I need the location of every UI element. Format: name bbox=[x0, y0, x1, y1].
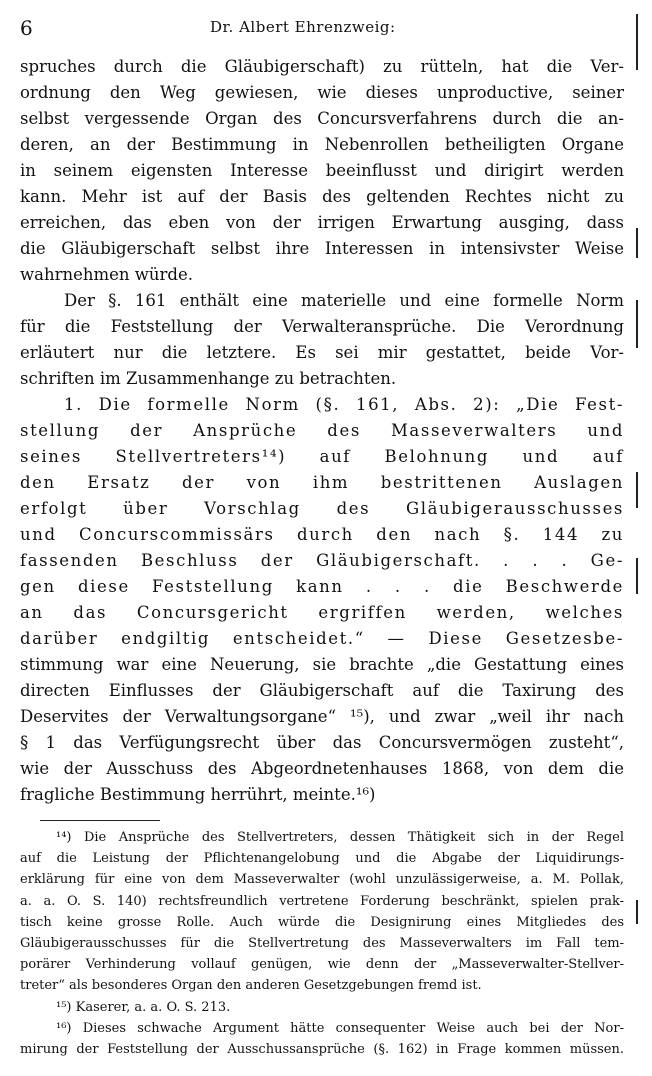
body-line: selbst vergessende Organ des Concursverfahrens durch die an- bbox=[20, 109, 624, 128]
page-header bbox=[20, 14, 620, 40]
body-line: darüber endgiltig entscheidet.“ — Diese Gesetzesbe- bbox=[20, 629, 624, 648]
footnote-line: Gläubigerausschusses für die Stellvertretung des Masseverwalters im Fall tem- bbox=[20, 935, 624, 951]
footnote-divider bbox=[40, 820, 160, 821]
margin-mark bbox=[636, 228, 638, 258]
footnotes bbox=[20, 827, 624, 1060]
body-line: fragliche Bestimmung herrührt, meinte.¹⁶) bbox=[20, 785, 376, 804]
body-line: an das Concursgericht ergriffen werden, welches bbox=[20, 603, 624, 622]
body-line: spruches durch die Gläubigerschaft) zu rütteln, hat die Ver- bbox=[20, 57, 624, 76]
body-line: die Gläubigerschaft selbst ihre Interessen in intensivster Weise bbox=[20, 239, 624, 258]
body-line: fassenden Beschluss der Gläubigerschaft. . . . Ge- bbox=[20, 551, 624, 570]
body-line: schriften im Zusammenhange zu betrachten. bbox=[20, 369, 397, 388]
body-line: kann. Mehr ist auf der Basis des geltenden Rechtes nicht zu bbox=[20, 187, 624, 206]
body-line: wahrnehmen würde. bbox=[20, 265, 193, 284]
margin-mark bbox=[636, 472, 638, 508]
footnote-line: porärer Verhinderung vollauf genügen, wie denn der „Masseverwalter-Stellver- bbox=[20, 957, 624, 973]
body-line: erreichen, das eben von der irrigen Erwartung ausging, dass bbox=[20, 213, 624, 232]
body-line: directen Einflusses der Gläubigerschaft auf die Taxirung des bbox=[20, 681, 624, 700]
body-line: deren, an der Bestimmung in Nebenrollen betheiligten Organe bbox=[20, 135, 624, 154]
footnote-line: tisch keine grosse Rolle. Auch würde die Designirung eines Mitgliedes des bbox=[20, 914, 624, 930]
footnote-line: ¹⁶) Dieses schwache Argument hätte consequenter Weise auch bei der Nor- bbox=[56, 1020, 624, 1036]
body-line: für die Feststellung der Verwalteransprüche. Die Verordnung bbox=[20, 317, 624, 336]
body-line: seines Stellvertreters¹⁴) auf Belohnung und auf bbox=[20, 447, 624, 466]
margin-mark bbox=[636, 300, 638, 348]
body-line: ordnung den Weg gewiesen, wie dieses unproductive, seiner bbox=[20, 83, 624, 102]
body-line: 1. Die formelle Norm (§. 161, Abs. 2): „Die Fest- bbox=[64, 395, 624, 414]
body-line: wie der Ausschuss des Abgeordnetenhauses 1868, von dem die bbox=[20, 759, 624, 778]
footnote-line: erklärung für eine von dem Masseverwalter (wohl unzulässigerweise, a. M. Pollak, bbox=[20, 872, 624, 888]
footnote-line: ¹⁴) Die Ansprüche des Stellvertreters, dessen Thätigkeit sich in der Regel bbox=[56, 830, 624, 845]
body-line: in seinem eigensten Interesse beeinflusst und dirigirt werden bbox=[20, 161, 624, 180]
footnote-line: auf die Leistung der Pflichtenangelobung und die Abgabe der Liquidirungs- bbox=[20, 851, 624, 867]
running-title: Dr. Albert Ehrenzweig: bbox=[210, 18, 396, 36]
margin-mark bbox=[636, 14, 638, 70]
footnote-line: ¹⁵) Kaserer, a. a. O. S. 213. bbox=[56, 999, 231, 1015]
body-line: Deservites der Verwaltungsorgane“ ¹⁵), und zwar „weil ihr nach bbox=[20, 707, 624, 726]
footnote-line: treter“ als besonderes Organ den anderen Gesetzgebungen fremd ist. bbox=[20, 978, 482, 994]
body-text bbox=[20, 54, 624, 808]
body-line: erläutert nur die letztere. Es sei mir gestattet, beide Vor- bbox=[20, 343, 624, 362]
footnote-line: a. a. O. S. 140) rechtsfreundlich vertretene Forderung beschränkt, spielen prak- bbox=[20, 893, 624, 909]
body-line: Der §. 161 enthält eine materielle und eine formelle Norm bbox=[64, 291, 624, 310]
footnote-line: mirung der Feststellung der Ausschussansprüche (§. 162) in Frage kommen müssen. bbox=[20, 1041, 624, 1057]
page-number: 6 bbox=[20, 16, 33, 40]
body-line: § 1 das Verfügungsrecht über das Concursvermögen zusteht“, bbox=[20, 733, 624, 752]
body-line: stellung der Ansprüche des Masseverwalters und bbox=[20, 421, 624, 440]
body-line: stimmung war eine Neuerung, sie brachte „die Gestattung eines bbox=[20, 655, 624, 674]
margin-mark bbox=[636, 558, 638, 594]
body-line: gen diese Feststellung kann . . . die Beschwerde bbox=[20, 577, 624, 596]
body-line: und Concurscommissärs durch den nach §. 144 zu bbox=[20, 525, 624, 544]
body-line: den Ersatz der von ihm bestrittenen Auslagen bbox=[20, 473, 624, 492]
margin-mark bbox=[636, 900, 638, 924]
body-line: erfolgt über Vorschlag des Gläubigerausschusses bbox=[20, 499, 624, 518]
